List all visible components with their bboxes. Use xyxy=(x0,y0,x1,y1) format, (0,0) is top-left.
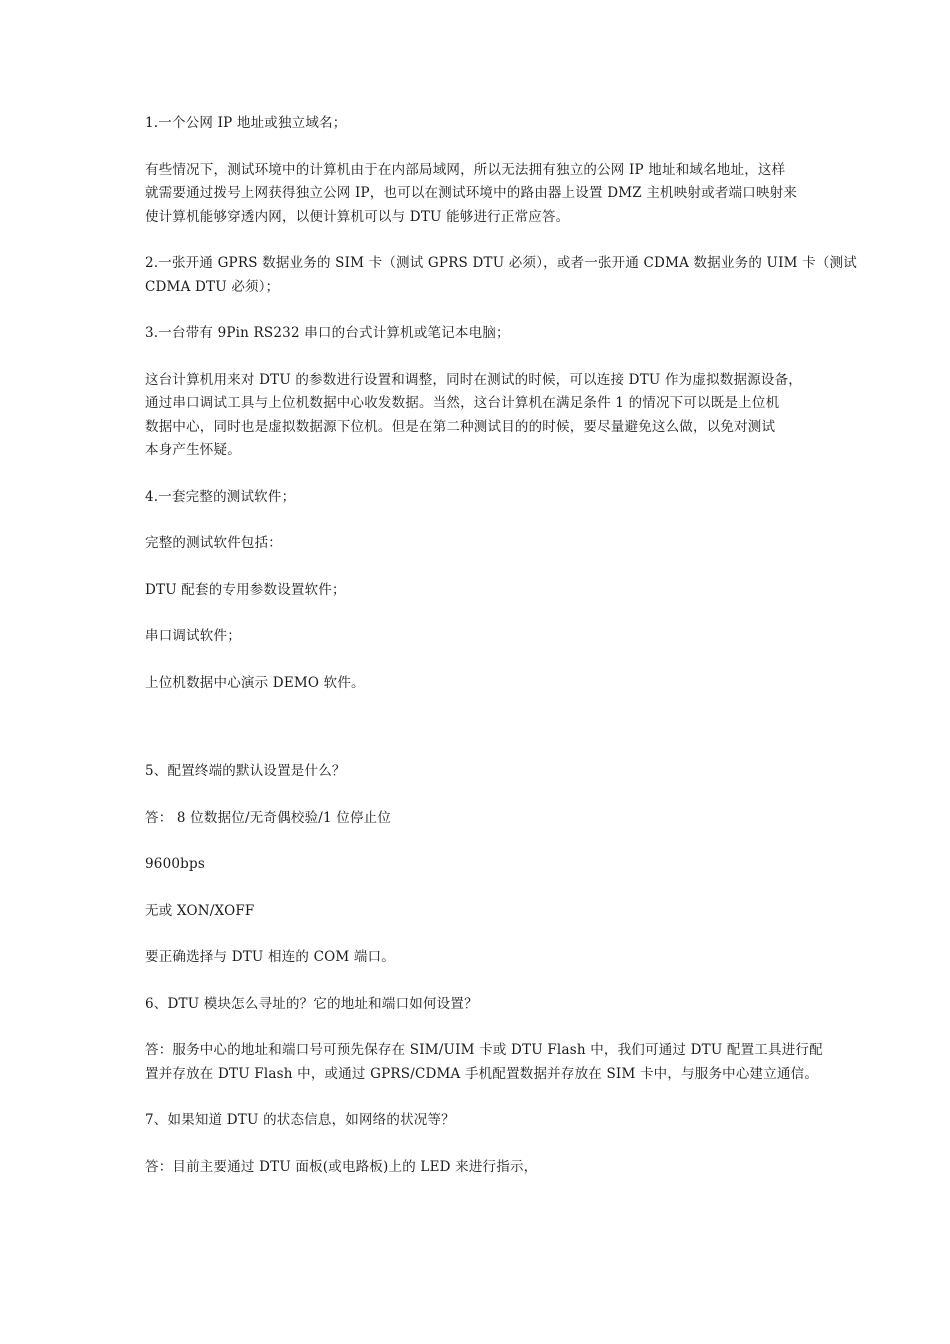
paragraph-line: 无或 XON/XOFF xyxy=(145,902,255,919)
paragraph-line: 2.一张开通 GPRS 数据业务的 SIM 卡（测试 GPRS DTU 必须），或者一张开通 CDMA 数据业务的 UIM 卡（测试 xyxy=(145,255,857,271)
paragraph-line: 1.一个公网 IP 地址或独立域名； xyxy=(145,115,347,131)
document-body xyxy=(145,112,857,1202)
paragraph xyxy=(145,760,810,784)
paragraph-line: 3.一台带有 9Pin RS232 串口的台式计算机或笔记本电脑； xyxy=(145,325,510,341)
paragraph-line: 通过串口调试工具与上位机数据中心收发数据。当然，这台计算机在满足条件 1 的情况下可以既是上位机 xyxy=(145,395,780,411)
paragraph-line: 使计算机能够穿透内网，以便计算机可以与 DTU 能够进行正常应答。 xyxy=(145,208,570,225)
paragraph-line: 5、配置终端的默认设置是什么？ xyxy=(145,763,346,779)
paragraph-line: DTU 配套的专用参数设置软件； xyxy=(145,581,346,598)
paragraph xyxy=(145,579,810,603)
paragraph-line: 完整的测试软件包括： xyxy=(145,535,282,551)
paragraph xyxy=(145,369,810,463)
paragraph xyxy=(145,112,810,136)
paragraph xyxy=(145,993,810,1017)
paragraph-line: 7、如果知道 DTU 的状态信息，如网络的状况等？ xyxy=(145,1112,455,1128)
document-section-requirements xyxy=(145,112,857,695)
paragraph xyxy=(145,625,810,649)
paragraph-line: 就需要通过拨号上网获得独立公网 IP，也可以在测试环境中的路由器上设置 DMZ 主机映射或者端口映射来 xyxy=(145,185,798,201)
paragraph xyxy=(145,946,810,970)
paragraph xyxy=(145,1156,810,1180)
paragraph xyxy=(145,672,810,696)
paragraph-line: 9600bps xyxy=(145,856,205,872)
paragraph xyxy=(145,322,810,346)
paragraph-line: 答：目前主要通过 DTU 面板(或电路板)上的 LED 来进行指示， xyxy=(145,1158,538,1175)
paragraph xyxy=(145,853,810,877)
paragraph xyxy=(145,1109,810,1133)
section-spacer xyxy=(145,718,810,760)
paragraph-line: 本身产生怀疑。 xyxy=(145,442,241,458)
paragraph-line: 4.一套完整的测试软件； xyxy=(145,488,296,505)
paragraph xyxy=(145,159,810,230)
paragraph xyxy=(145,1039,823,1086)
paragraph-line: 6、DTU 模块怎么寻址的？它的地址和端口如何设置？ xyxy=(145,995,478,1012)
paragraph-line: CDMA DTU 必须）； xyxy=(145,278,280,295)
paragraph xyxy=(145,252,857,299)
paragraph-line: 数据中心，同时也是虚拟数据源下位机。但是在第二种测试目的的时候，要尽量避免这么做，以免对测试 xyxy=(145,418,776,435)
paragraph-line: 答：服务中心的地址和端口号可预先保存在 SIM/UIM 卡或 DTU Flash 中，我们可通过 DTU 配置工具进行配 xyxy=(145,1042,823,1058)
paragraph-line: 这台计算机用来对 DTU 的参数进行设置和调整，同时在测试的时候，可以连接 DTU 作为虚拟数据源设备， xyxy=(145,371,802,388)
paragraph xyxy=(145,532,810,556)
paragraph-line: 上位机数据中心演示 DEMO 软件。 xyxy=(145,674,365,691)
paragraph-line: 串口调试软件； xyxy=(145,628,241,644)
paragraph-line: 有些情况下，测试环境中的计算机由于在内部局域网，所以无法拥有独立的公网 IP 地址和域名地址，这样 xyxy=(145,161,786,178)
paragraph-line: 答： 8 位数据位/无奇偶校验/1 位停止位 xyxy=(145,809,392,826)
document-section-faq xyxy=(145,760,823,1179)
paragraph xyxy=(145,900,810,924)
paragraph-line: 要正确选择与 DTU 相连的 COM 端口。 xyxy=(145,949,395,965)
paragraph xyxy=(145,486,810,510)
paragraph xyxy=(145,807,810,831)
paragraph-line: 置并存放在 DTU Flash 中，或通过 GPRS/CDMA 手机配置数据并存放在 SIM 卡中，与服务中心建立通信。 xyxy=(145,1065,819,1082)
